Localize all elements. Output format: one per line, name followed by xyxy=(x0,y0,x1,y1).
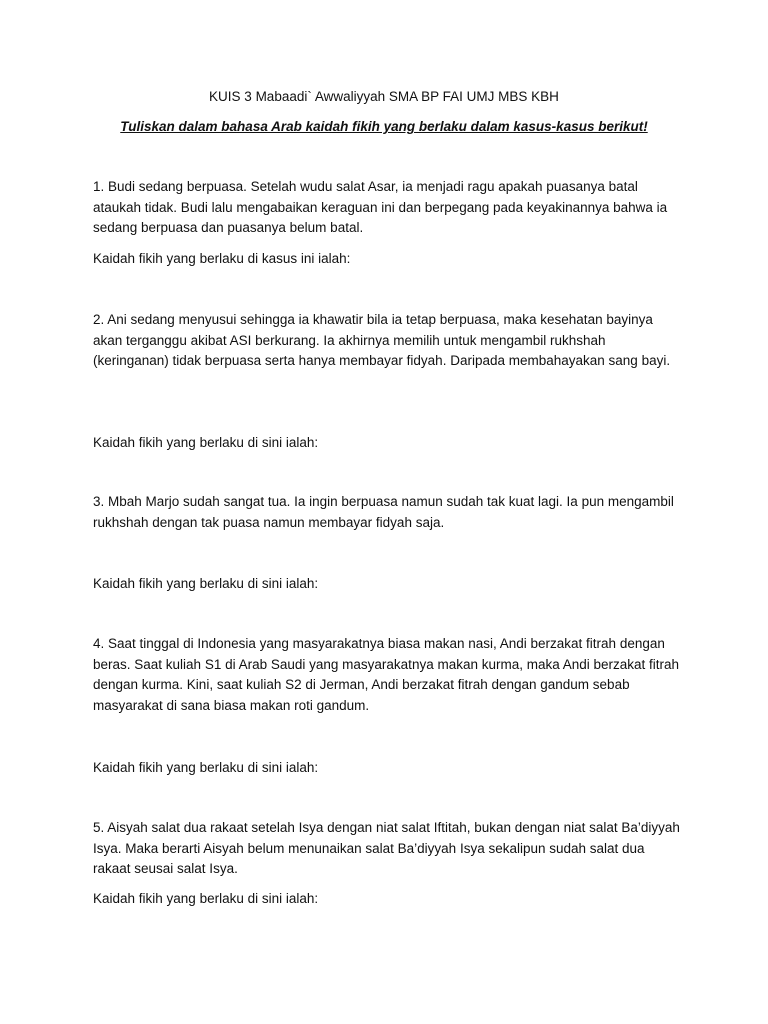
question-1-text: 1. Budi sedang berpuasa. Setelah wudu salat Asar, ia menjadi ragu apakah puasanya batal ataukah tidak. Budi lalu mengabaikan keraguan ini dan berpegang pada keyakinannya bahwa ia sedang berpuasa dan puasanya belum batal. xyxy=(93,179,668,235)
question-5-text: 5. Aisyah salat dua rakaat setelah Isya dengan niat salat Iftitah, bukan dengan niat salat Ba’diyyah Isya. Maka berarti Aisyah belum menunaikan salat Ba’diyyah Isya sekalipun sudah salat dua rakaat seusai salat Isya. xyxy=(93,820,680,876)
question-3-prompt: Kaidah fikih yang berlaku di sini ialah: xyxy=(93,576,319,591)
question-2-text: 2. Ani sedang menyusui sehingga ia khawatir bila ia tetap berpuasa, maka kesehatan bayinya akan terganggu akibat ASI berkurang. Ia akhirnya memilih untuk mengambil rukhshah (keringanan) tidak berpuasa serta hanya membayar fidyah. Daripada membahayakan sang bayi. xyxy=(93,312,671,368)
question-4-prompt: Kaidah fikih yang berlaku di sini ialah: xyxy=(93,760,319,775)
question-5-prompt: Kaidah fikih yang berlaku di sini ialah: xyxy=(93,891,319,906)
question-2-prompt: Kaidah fikih yang berlaku di sini ialah: xyxy=(93,435,319,450)
question-3-text: 3. Mbah Marjo sudah sangat tua. Ia ingin berpuasa namun sudah tak kuat lagi. Ia pun mengambil rukhshah dengan tak puasa namun membayar fidyah saja. xyxy=(93,494,674,530)
quiz-instruction: Tuliskan dalam bahasa Arab kaidah fikih yang berlaku dalam kasus-kasus berikut! xyxy=(120,119,648,134)
quiz-title: KUIS 3 Mabaadi` Awwaliyyah SMA BP FAI UMJ MBS KBH xyxy=(209,89,559,104)
question-4-text: 4. Saat tinggal di Indonesia yang masyarakatnya biasa makan nasi, Andi berzakat fitrah dengan beras. Saat kuliah S1 di Arab Saudi yang masyarakatnya makan kurma, maka Andi berzakat fitrah dengan kurma. Kini, saat kuliah S2 di Jerman, Andi berzakat fitrah dengan gandum sebab masyarakat di sana biasa makan roti gandum. xyxy=(93,636,680,713)
question-1-prompt: Kaidah fikih yang berlaku di kasus ini ialah: xyxy=(93,251,351,266)
